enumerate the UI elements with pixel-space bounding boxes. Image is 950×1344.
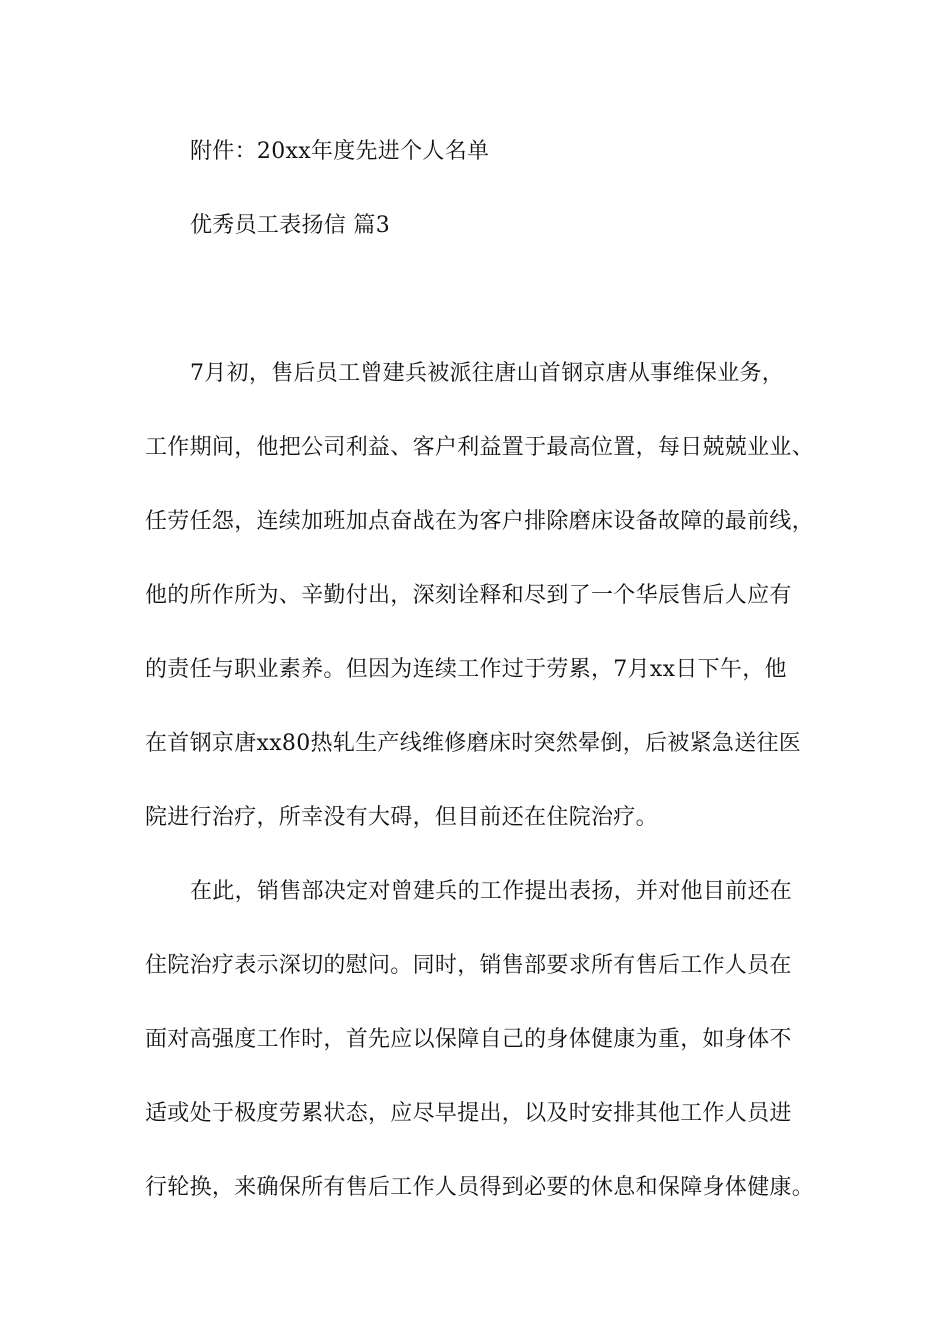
attachment-line: 附件：20xx年度先进个人名单 xyxy=(190,139,490,164)
section-title: 优秀员工表扬信 篇3 xyxy=(190,213,390,238)
paragraph-line: 7月初，售后员工曾建兵被派往唐山首钢京唐从事维保业务， xyxy=(190,361,785,386)
paragraph-line: 的责任与职业素养。但因为连续工作过于劳累，7月xx日下午，他 xyxy=(145,657,787,682)
paragraph-line: 院进行治疗，所幸没有大碍，但目前还在住院治疗。 xyxy=(145,805,658,830)
paragraph-line: 在此，销售部决定对曾建兵的工作提出表扬，并对他目前还在 xyxy=(190,879,793,904)
paragraph-line: 任劳任怨，连续加班加点奋战在为客户排除磨床设备故障的最前线， xyxy=(145,509,815,534)
paragraph-line: 在首钢京唐xx80热轧生产线维修磨床时突然晕倒，后被紧急送往医 xyxy=(145,731,802,756)
paragraph-line: 面对高强度工作时，首先应以保障自己的身体健康为重，如身体不 xyxy=(145,1027,792,1052)
paragraph-line: 行轮换，来确保所有售后工作人员得到必要的休息和保障身体健康。 xyxy=(145,1175,815,1200)
paragraph-line: 工作期间，他把公司利益、客户利益置于最高位置，每日兢兢业业、 xyxy=(145,435,815,460)
paragraph-line: 适或处于极度劳累状态，应尽早提出，以及时安排其他工作人员进 xyxy=(145,1101,792,1126)
paragraph-line: 他的所作所为、辛勤付出，深刻诠释和尽到了一个华辰售后人应有 xyxy=(145,583,792,608)
paragraph-line: 住院治疗表示深切的慰问。同时，销售部要求所有售后工作人员在 xyxy=(145,953,792,978)
